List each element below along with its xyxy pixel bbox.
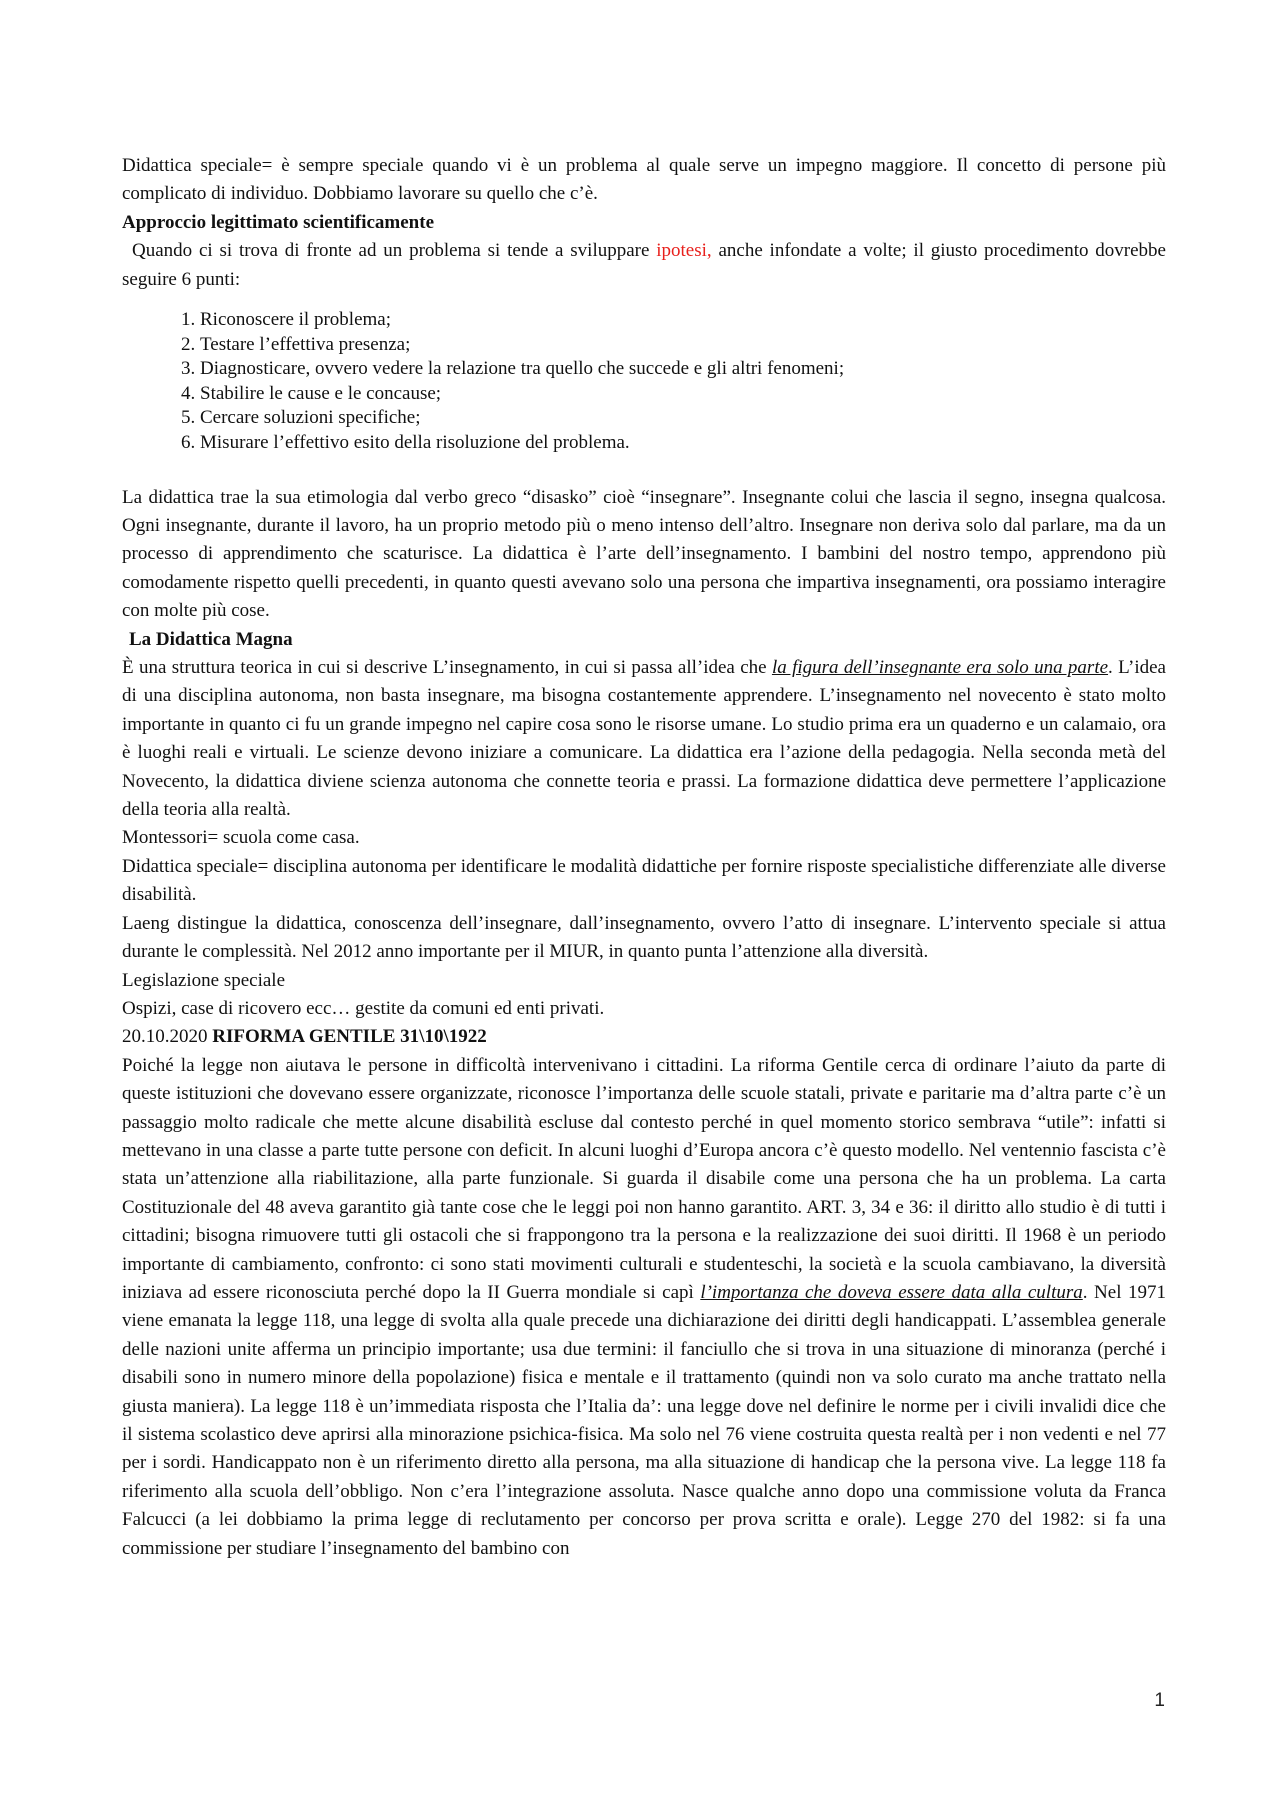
text-segment: . Nel 1971 viene emanata la legge 118, una legge di svolta alla quale precede una dichiarazione dei diritti degli handicappati. L’assemblea generale delle nazioni unite afferma un principio importante; usa due termini: il fanciullo che si trova in una situazione di minoranza (perché i disabili sono in numero minore della popolazione) fisica e mentale e il trattamento (quindi non va solo curato ma anche trattato nella giusta maniera). La legge 118 è un’immediata risposta che l’Italia da’: una legge dove nel definire le norme per i civili invalidi dice che il sistema scolastico deve aprirsi alla minorazione psichica-fisica. Ma solo nel 76 viene costruita questa realtà per i non vedenti e nel 77 per i sordi. Handicappato non è un riferimento diretto alla persona, ma alla situazione di handicap che la persona vive. La legge 118 fa riferimento alla scuola dell’obbligo. Non c’era l’integrazione assoluta. Nasce qualche anno dopo una commissione voluta da Franca Falcucci (a lei dobbiamo la prima legge di reclutamento per concorso per prova scritta e orale). Legge 270 del 1982: si fa una commissione per studiare l’insegnamento del bambino con	[122, 1281, 1166, 1559]
list-item: 2. Testare l’effettiva presenza;	[200, 333, 1166, 358]
spacer	[122, 456, 1166, 484]
spacer	[122, 294, 1166, 308]
page-number: 1	[1154, 1690, 1165, 1711]
section-title: RIFORMA GENTILE 31\10\1922	[212, 1026, 487, 1048]
heading-didattica-magna: La Didattica Magna	[129, 628, 293, 650]
text-segment: È una struttura teorica in cui si descrive L’insegnamento, in cui si passa all’idea che	[122, 657, 772, 679]
text-segment: . L’idea di una disciplina autonoma, non basta insegnare, ma bisogna costantemente apprendere. L’insegnamento nel novecento è stato molto importante in quanto ci fu un grande impegno nel capire cosa sono le risorse umane. Lo studio prima era un quaderno e un calamaio, ora è luoghi reali e virtuali. Le scienze devono iniziare a comunicare. La didattica era l’azione della pedagogia. Nella seconda metà del Novecento, la didattica diviene scienza autonoma che connette teoria e prassi. La formazione didattica deve permettere l’applicazione della teoria alla realtà.	[122, 657, 1166, 821]
list-item: 3. Diagnosticare, ovvero vedere la relazione tra quello che succede e gli altri fenomeni;	[200, 357, 1166, 382]
paragraph-struttura-teorica	[122, 654, 1166, 824]
list-item: 5. Cercare soluzioni specifiche;	[200, 406, 1166, 431]
paragraph-etimologia: La didattica trae la sua etimologia dal verbo greco “disasko” cioè “insegnare”. Insegnante colui che lascia il segno, insegna qualcosa. Ogni insegnante, durante il lavoro, ha un proprio metodo più o meno intenso dell’altro. Insegnare non deriva solo dal parlare, ma da un processo di apprendimento che scaturisce. La didattica è l’arte dell’insegnamento. I bambini del nostro tempo, apprendono più comodamente rispetto quelli precedenti, in quanto questi avevano solo una persona che impartiva insegnamenti, ora possiamo interagire con molte più cose.	[122, 486, 1166, 622]
emphasized-phrase: la figura dell’insegnante era solo una parte	[771, 657, 1109, 679]
paragraph-laeng: Laeng distingue la didattica, conoscenza dell’insegnare, dall’insegnamento, ovvero l’atto di insegnare. L’intervento speciale si attua durante le complessità. Nel 2012 anno importante per il MIUR, in quanto punta l’attenzione alla diversità.	[122, 912, 1166, 963]
paragraph-legislazione: Legislazione speciale	[122, 969, 286, 991]
paragraph-didattica-speciale: Didattica speciale= disciplina autonoma per identificare le modalità didattiche per fornire risposte specialistiche differenziate alle diverse disabilità.	[122, 855, 1166, 906]
document-body	[122, 152, 1166, 1563]
text-segment: anche infondate a volte; il giusto procedimento dovrebbe seguire 6 punti:	[122, 240, 1166, 290]
list-item: 6. Misurare l’effettivo esito della risoluzione del problema.	[200, 431, 1166, 456]
list-item: 4. Stabilire le cause e le concause;	[200, 382, 1166, 407]
heading-riforma-gentile	[122, 1023, 1166, 1051]
paragraph-ipotesi	[122, 237, 1166, 294]
paragraph-intro: Didattica speciale= è sempre speciale quando vi è un problema al quale serve un impegno maggiore. Il concetto di persone più complicato di individuo. Dobbiamo lavorare su quello che c’è.	[122, 155, 1166, 205]
text-segment: Poiché la legge non aiutava le persone in difficoltà intervenivano i cittadini. La riforma Gentile cerca di ordinare l’aiuto da parte di queste istituzioni che dovevano essere organizzate, riconosce l’importanza delle scuole statali, private e paritarie ma d’altra parte c’è un passaggio molto radicale che mette alcune disabilità escluse dal contesto perché in quel momento storico sembrava “utile”: infatti si mettevano in una classe a parte tutte persone con deficit. In alcuni luoghi d’Europa ancora c’è questo modello. Nel ventennio fascista c’è stata un’attenzione alla riabilitazione, alla parte funzionale. Si guarda il disabile come una persona che ha un problema. La carta Costituzionale del 48 aveva garantito già tante cose che le leggi poi non hanno garantito. ART. 3, 34 e 36: il diritto allo studio è di tutti i cittadini; bisogna rimuovere tutti gli ostacoli che si frappongono tra la persona e la realizzazione dei suoi diritti. Il 1968 è un periodo importante di cambiamento, confronto: ci sono stati movimenti culturali e studenteschi, la società e la scuola cambiavano, la diversità iniziava ad essere riconosciuta perché dopo la II Guerra mondiale si capì	[122, 1054, 1166, 1303]
highlighted-word: ipotesi,	[656, 240, 712, 262]
paragraph-montessori: Montessori= scuola come casa.	[122, 827, 360, 849]
list-item: 1. Riconoscere il problema;	[200, 308, 1166, 333]
emphasized-phrase: l’importanza che doveva essere data alla cultura	[700, 1281, 1083, 1303]
steps-list	[122, 308, 1166, 456]
text-segment: Quando ci si trova di fronte ad un problema si tende a sviluppare	[132, 240, 657, 262]
heading-approccio: Approccio legittimato scientificamente	[122, 211, 435, 233]
paragraph-riforma	[122, 1052, 1166, 1563]
paragraph-ospizi: Ospizi, case di ricovero ecc… gestite da comuni ed enti privati.	[122, 997, 605, 1019]
date-label: 20.10.2020	[122, 1026, 213, 1048]
